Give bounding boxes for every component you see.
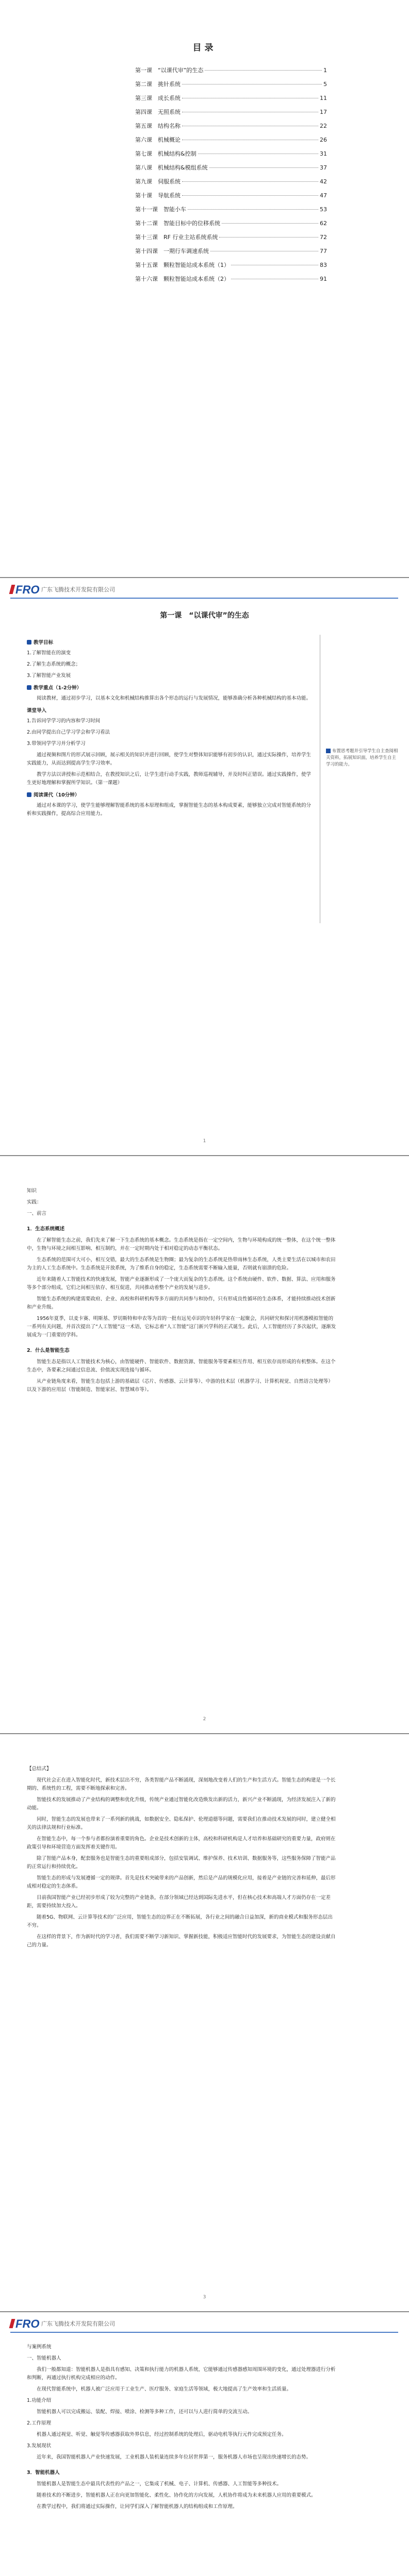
toc-item-page: 83 — [320, 262, 327, 268]
step-item: 2.由同学提出自己学习学会和学习看法 — [27, 730, 110, 735]
paragraph: 机器人通过视觉、听觉、触觉等传感器获取外界信息，经过控制系统的处理后，驱动电机等执行元件完成预定任务。 — [37, 2432, 287, 2437]
key-text: 阅读教材，通过初步学习，以基本文化和机械结构推算出各个形态的运行与发展情况，能够准确分析各种机械结构的基本功能。 — [37, 696, 312, 701]
toc-item[interactable] — [135, 275, 327, 289]
toc-item-page: 62 — [320, 220, 327, 227]
toc-item-label: 第一课 “以课代审”的生态 — [135, 67, 204, 74]
hw-heading: 阅读课代（10分钟） — [34, 792, 80, 798]
toc-item-label: 第十二课 智能目标中的位移系统 — [135, 220, 220, 227]
page-number: 3 — [203, 2295, 206, 2300]
content-column — [27, 635, 314, 821]
paragraph: 1956年夏季，以麦卡赛、明斯基、罗切斯特和申农等为首的一批有远见卓识的年轻科学家在一起聚会，共同研究和探讨用机器模拟智能的一系列有关问题，并首次提出了“人工智能”这一术语，它标志着“人工智能”这门新兴学科的正式诞生。此后，人工智能经历了多次起伏，逐渐发展成为一门重要的学科。 — [27, 1316, 336, 1338]
logo: FRO — [15, 583, 40, 596]
org-name: 广东飞腾技术开发院有限公司 — [41, 2320, 115, 2327]
paragraph: 教学方法以讲授和示范相结合，在教授知识之后，让学生进行动手实践，教师巡视辅导，并及时纠正错误。通过实践操作，使学生更好地理解和掌握所学知识。（第一课题） — [27, 772, 312, 786]
paragraph: 智能生态系统的构建需要政府、企业、高校和科研机构等多方面的共同参与和协作，只有形成良性循环的生态体系，才能持续推动技术创新和产业升级。 — [27, 1296, 336, 1310]
content-column — [27, 1765, 336, 1953]
toc-item[interactable] — [135, 261, 327, 275]
toc-item[interactable] — [135, 177, 327, 191]
toc-item-page: 72 — [320, 234, 327, 241]
toc-item-label: 第十六课 颗粒智能站成本系统（2） — [135, 276, 230, 282]
toc-item[interactable] — [135, 94, 327, 108]
toc-leader — [205, 70, 322, 71]
margin-note: 布置思考题并引导学生自主查阅相关资料，拓展知识面，培养学生自主学习的能力。 — [326, 749, 398, 767]
toc-item-page: 91 — [320, 276, 327, 282]
toc-item[interactable] — [135, 149, 327, 163]
toc-leader — [182, 195, 318, 196]
step-item: 1.告诉同学学习的内容和学习时间 — [27, 718, 101, 724]
goal-item: 3.了解智能产业发展 — [27, 673, 71, 679]
toc-item-page: 11 — [320, 95, 327, 101]
toc-item[interactable] — [135, 108, 327, 122]
header-rule — [10, 2332, 398, 2333]
toc-item-label: 第四课 无照系统 — [135, 109, 181, 115]
toc-item-label: 第九课 伺服系统 — [135, 178, 181, 185]
paragraph: 除了智能产品本身，配套服务也是智能生态的重要组成部分，包括安装调试、维护保养、技术培训、数据服务等，这些服务保障了智能产品的正常运行和持续优化。 — [27, 1856, 336, 1870]
toc-item-label: 第十课 导航系统 — [135, 192, 181, 199]
line: 1.功能介绍 — [27, 2398, 52, 2403]
toc-item-label: 第七课 机械结构&控制 — [135, 150, 197, 157]
toc-item[interactable] — [135, 80, 327, 94]
paragraph: 在这样的背景下，作为新时代的学习者，我们需要不断学习新知识、掌握新技能，积极适应智能时代的发展要求，为智能生态的建设贡献自己的力量。 — [27, 1934, 336, 1948]
toc-item-page: 1 — [323, 67, 327, 74]
header-rule — [10, 598, 398, 599]
toc-leader — [219, 237, 318, 238]
toc-item-page: 31 — [320, 150, 327, 157]
paragraph: 同时，智能生态的发展也带来了一系列新的挑战，如数据安全、隐私保护、伦理道德等问题，需要我们在推动技术发展的同时，建立健全相关的法律法规和行业标准。 — [27, 1817, 336, 1831]
logo-mark — [9, 585, 15, 594]
toc-leader — [188, 209, 318, 210]
paragraph: 通过视频和图片的形式展示回顾，展示相关的知识并进行回顾，使学生对整体知识能够有初步的认识，通过实际操作，培养学生实践能力，从而达到提高学生学习效率。 — [27, 752, 312, 766]
toc-item-page: 17 — [320, 109, 327, 115]
note-icon — [326, 749, 331, 753]
toc-item-page: 26 — [320, 137, 327, 143]
paragraph: 近年来随着人工智能技术的快速发展，智能产业逐渐形成了一个庞大而复杂的生态系统。这个系统由硬件、软件、数据、算法、应用和服务等多个部分组成，它们之间相互依存、相互促进，共同推动着整个产业的发展与进步。 — [27, 1277, 336, 1291]
paragraph: 智能生态的形成与发展遵循一定的规律。首先是技术突破带来的产品创新，然后是产品的规模化应用，接着是产业链的完善和延伸，最后形成相对稳定的生态体系。 — [27, 1875, 336, 1889]
paragraph: 近年来，我国智能机器人产业快速发展，工业机器人装机量连续多年位居世界第一，服务机器人市场也呈现出快速增长的态势。 — [37, 2454, 312, 2460]
step-item: 3.带领同学学习并分析学习 — [27, 741, 86, 747]
toc-leader — [222, 223, 318, 224]
paragraph: 智能机器人可以完成搬运、装配、焊接、喷涂、检测等多种工作，还可以与人进行简单的交流互动。 — [37, 2409, 253, 2415]
org-name: 广东飞腾技术开发院有限公司 — [41, 586, 115, 593]
page-header — [0, 582, 409, 598]
toc-leader — [182, 181, 318, 182]
content-column — [27, 1187, 336, 1397]
page-number: 2 — [203, 1717, 206, 1722]
page-header — [0, 2316, 409, 2332]
toc-item[interactable] — [135, 219, 327, 233]
logo: FRO — [15, 2317, 40, 2330]
toc-item[interactable] — [135, 233, 327, 247]
goal-item: 2.了解生态系统的概念； — [27, 662, 81, 667]
lead-text: 【总结式】 — [27, 1766, 52, 1772]
paragraph: 现代社会正在进入智能化时代，新技术层出不穷，各类智能产品不断涌现，深刻地改变着人们的生产和生活方式。智能生态的构建是一个长期的、系统性的工程，需要不断地探索和完善。 — [27, 1777, 336, 1791]
lead-text: 与案例系统 — [27, 2344, 52, 2350]
line: 2.工作原理 — [27, 2420, 52, 2426]
toc-item[interactable] — [135, 66, 327, 80]
toc-item-page: 77 — [320, 248, 327, 255]
page-3 — [0, 1734, 409, 2311]
paragraph: 通过对本课的学习，使学生能够理解智能系统的基本原理和组成，掌握智能生态的基本构成要素，能够独立完成对智能系统的分析和实践操作，提高综合应用能力。 — [27, 803, 312, 817]
page-4 — [0, 2312, 409, 2576]
toc-list — [135, 66, 327, 289]
line: 3.发展现状 — [27, 2443, 52, 2449]
line: 一、前言 — [27, 1211, 47, 1216]
toc-item[interactable] — [135, 122, 327, 135]
logo-mark — [9, 2319, 15, 2328]
toc-item-label: 第六课 机械概论 — [135, 137, 181, 143]
content-column — [27, 2343, 336, 2514]
lead-text: 知识 — [27, 1188, 37, 1194]
toc-item[interactable] — [135, 247, 327, 261]
read-icon — [27, 792, 31, 797]
chapter-title: 第一课 “以课代审”的生态 — [160, 612, 249, 620]
toc-item[interactable] — [135, 163, 327, 177]
paragraph: 智能生态是指以人工智能技术为核心，由智能硬件、智能软件、数据资源、智能服务等要素相互作用、相互依存而形成的有机整体。在这个生态中，各要素之间通过信息流、价值流实现连接与循环。 — [27, 1359, 336, 1373]
toc-item-label: 第五课 结构名称 — [135, 123, 181, 129]
paragraph: 目前我国智能产业已经初步形成了较为完整的产业链条，在部分领域已经达到国际先进水平，但在核心技术和高端人才方面仍存在一定差距，需要持续加大投入。 — [27, 1895, 331, 1909]
toc-item-page: 47 — [320, 192, 327, 199]
goals-heading: 教学目标 — [34, 640, 54, 646]
goal-icon — [27, 640, 31, 645]
steps-heading: 课堂导入 — [27, 708, 47, 714]
paragraph: 从产业链角度来看，智能生态包括上游的基础层（芯片、传感器、云计算等）、中游的技术层（机器学习、计算机视觉、自然语言处理等）以及下游的应用层（智能制造、智能家居、智慧城市等）。 — [27, 1379, 333, 1393]
paragraph: 在教学过程中，我们将通过实际操作，让同学们深入了解智能机器人的结构组成和工作原理。 — [37, 2504, 238, 2510]
toc-item-page: 37 — [320, 164, 327, 171]
section-heading: 1．生态系统概述 — [27, 1226, 65, 1232]
toc-item-label: 第八课 机械结构&模组系统 — [135, 164, 208, 171]
toc-item-label: 第十五课 颗粒智能站成本系统（1） — [135, 262, 230, 268]
paragraph: 智能机器人是智能生态中最具代表性的产品之一，它集成了机械、电子、计算机、传感器、人工智能等多种技术。 — [37, 2481, 282, 2487]
toc-item-page: 42 — [320, 178, 327, 185]
toc-item[interactable] — [135, 135, 327, 149]
toc-item[interactable] — [135, 191, 327, 205]
page-2 — [0, 1156, 409, 1733]
paragraph: 生态系统的范围可大可小，相互交错，最大的生态系统是生物圈；最为复杂的生态系统是热带雨林生态系统，人类主要生活在以城市和农田为主的人工生态系统中。生态系统是开放系统，为了维系自身的稳定，生态系统需要不断输入能量，否则就有崩溃的危险。 — [27, 1257, 336, 1271]
toc-item-label: 第十四课 一期行车调速系统 — [135, 248, 209, 255]
toc-title: 目录 — [192, 43, 217, 53]
paragraph: 在了解智能生态之前，我们先来了解一下生态系统的基本概念。生态系统是指在一定空间内，生物与环境构成的统一整体，在这个统一整体中，生物与环境之间相互影响、相互制约，并在一定时期内处于相对稳定的动态平衡状态。 — [27, 1238, 336, 1251]
toc-item-page: 5 — [323, 81, 327, 88]
toc-item-label: 第十三课 RF 行业主站系统系统 — [135, 234, 218, 241]
key-icon — [27, 685, 31, 690]
page-1 — [0, 578, 409, 1155]
paragraph: 我们一般都知道：智能机器人是指具有感知、决策和执行能力的机器人系统，它能够通过传感器感知周围环境的变化，通过处理器进行分析和判断，再通过执行机构完成相应的动作。 — [27, 2367, 336, 2381]
toc-item-page: 53 — [320, 206, 327, 213]
paragraph: 在现代智能系统中，机器人被广泛应用于工业生产、医疗服务、家庭生活等领域，极大地提高了生产效率和生活质量。 — [37, 2386, 292, 2392]
line: 一、智能机器人 — [27, 2355, 61, 2361]
toc-page — [0, 0, 409, 577]
section-heading: 3．智能机器人 — [27, 2470, 60, 2476]
toc-item[interactable] — [135, 205, 327, 219]
goal-item: 1.了解智能在的演变 — [27, 650, 71, 656]
line: 实践： — [27, 1199, 42, 1205]
toc-item-label: 第二课 挑针系统 — [135, 81, 181, 88]
key-heading: 教学重点（1-2分钟） — [34, 685, 82, 691]
page-number: 1 — [203, 1139, 206, 1144]
paragraph: 随着技术的不断进步，智能机器人正在向更加智能化、柔性化、协作化的方向发展，人机协作将成为未来机器人应用的重要模式。 — [37, 2493, 316, 2498]
paragraph: 智能技术的发展推动了产业结构的调整和优化升级，传统产业通过智能化改造焕发出新的活力，新兴产业不断涌现，为经济发展注入了新的动能。 — [27, 1797, 336, 1811]
section-heading: 2．什么是智能生态 — [27, 1348, 70, 1353]
toc-leader — [209, 167, 318, 168]
toc-item-page: 22 — [320, 123, 327, 129]
toc-item-label: 第十一课 智能小车 — [135, 206, 186, 213]
paragraph: 随着5G、物联网、云计算等技术的广泛应用，智能生态的边界正在不断拓展，各行业之间的融合日益加深，新的商业模式和服务形态层出不穷。 — [27, 1914, 333, 1928]
paragraph: 在智能生态中，每一个参与者都扮演着重要的角色。企业是技术创新的主体，高校和科研机构是人才培养和基础研究的重要力量，政府则在政策引导和环境营造方面发挥着关键作用。 — [27, 1836, 336, 1850]
toc-item-label: 第三课 成长系统 — [135, 95, 181, 101]
